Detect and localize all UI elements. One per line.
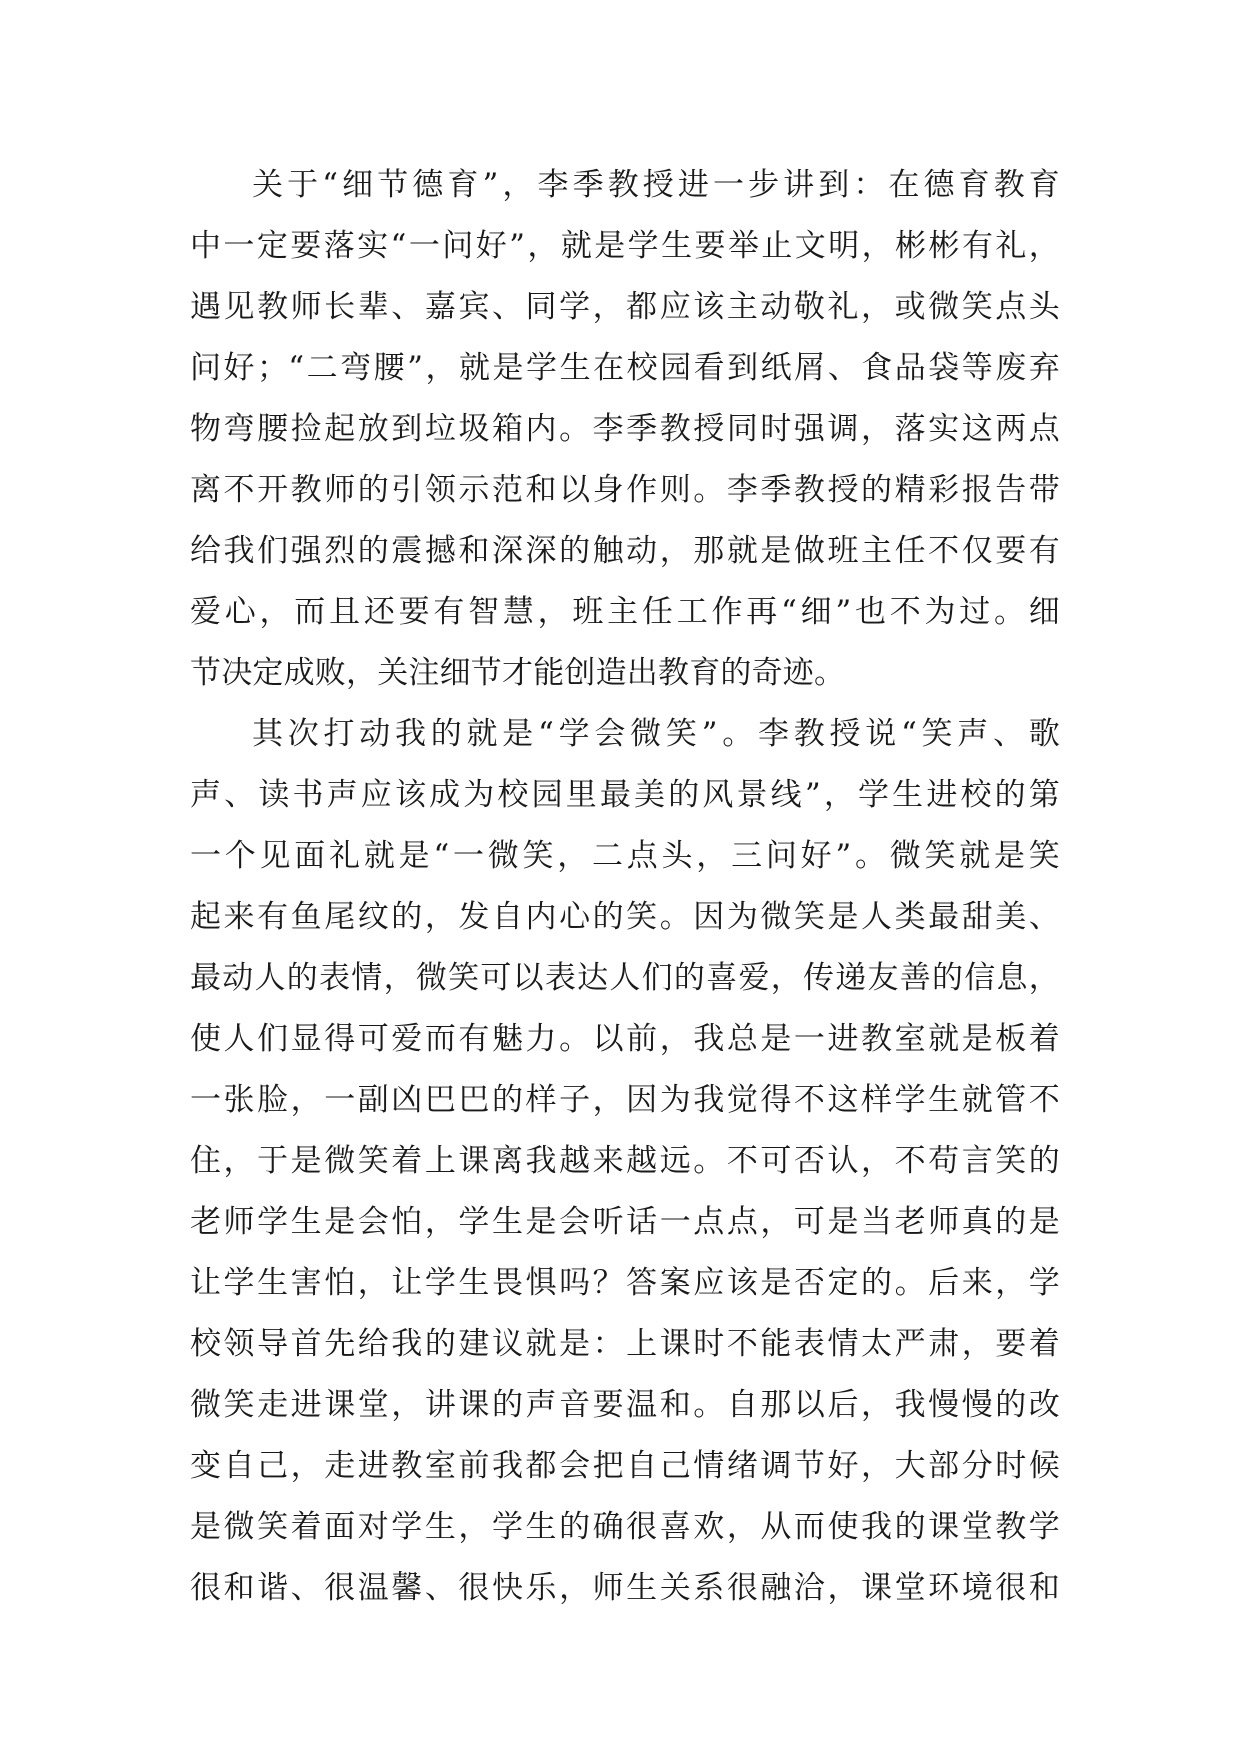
paragraph-2-line-4: 起来有鱼尾纹的，发自内心的笑。因为微笑是人类最甜美、 [190, 899, 1060, 935]
paragraph-2-line-1: 其次打动我的就是“学会微笑”。李教授说“笑声、歌 [252, 716, 1060, 752]
paragraph-2-line-11: 校领导首先给我的建议就是：上课时不能表情太严肃，要着 [190, 1326, 1060, 1362]
paragraph-2-line-9: 老师学生是会怕，学生是会听话一点点，可是当老师真的是 [190, 1204, 1060, 1240]
paragraph-1-line-6: 离不开教师的引领示范和以身作则。李季教授的精彩报告带 [190, 472, 1060, 508]
paragraph-1-line-1: 关于“细节德育”，李季教授进一步讲到：在德育教育 [252, 167, 1060, 203]
paragraph-2-line-13: 变自己，走进教室前我都会把自己情绪调节好，大部分时候 [190, 1448, 1060, 1484]
paragraph-2-line-10: 让学生害怕，让学生畏惧吗？答案应该是否定的。后来，学 [190, 1265, 1060, 1301]
paragraph-2-line-15: 很和谐、很温馨、很快乐，师生关系很融洽，课堂环境很和 [190, 1570, 1060, 1606]
paragraph-1-line-3: 遇见教师长辈、嘉宾、同学，都应该主动敬礼，或微笑点头 [190, 289, 1060, 325]
paragraph-2-line-6: 使人们显得可爱而有魅力。以前，我总是一进教室就是板着 [190, 1021, 1060, 1057]
paragraph-1-line-5: 物弯腰捡起放到垃圾箱内。李季教授同时强调，落实这两点 [190, 411, 1060, 447]
document-body [190, 155, 1060, 1619]
paragraph-2-line-2: 声、读书声应该成为校园里最美的风景线”，学生进校的第 [190, 777, 1060, 813]
paragraph-2-line-8: 住，于是微笑着上课离我越来越远。不可否认，不苟言笑的 [190, 1143, 1060, 1179]
paragraph-2-line-14: 是微笑着面对学生，学生的确很喜欢，从而使我的课堂教学 [190, 1509, 1060, 1545]
paragraph-2-line-12: 微笑走进课堂，讲课的声音要温和。自那以后，我慢慢的改 [190, 1387, 1060, 1423]
paragraph-1-line-2: 中一定要落实“一问好”，就是学生要举止文明，彬彬有礼， [190, 228, 1060, 264]
paragraph-2-line-5: 最动人的表情，微笑可以表达人们的喜爱，传递友善的信息， [190, 960, 1060, 996]
paragraph-2-line-3: 一个见面礼就是“一微笑，二点头，三问好”。微笑就是笑 [190, 838, 1060, 874]
paragraph-2-line-7: 一张脸，一副凶巴巴的样子，因为我觉得不这样学生就管不 [190, 1082, 1060, 1118]
paragraph-1-line-7: 给我们强烈的震撼和深深的触动，那就是做班主任不仅要有 [190, 533, 1060, 569]
paragraph-1-line-8: 爱心，而且还要有智慧，班主任工作再“细”也不为过。细 [190, 594, 1060, 630]
paragraph-1-line-4: 问好；“二弯腰”，就是学生在校园看到纸屑、食品袋等废弃 [190, 350, 1060, 386]
paragraph-1-line-9: 节决定成败，关注细节才能创造出教育的奇迹。 [190, 655, 846, 691]
